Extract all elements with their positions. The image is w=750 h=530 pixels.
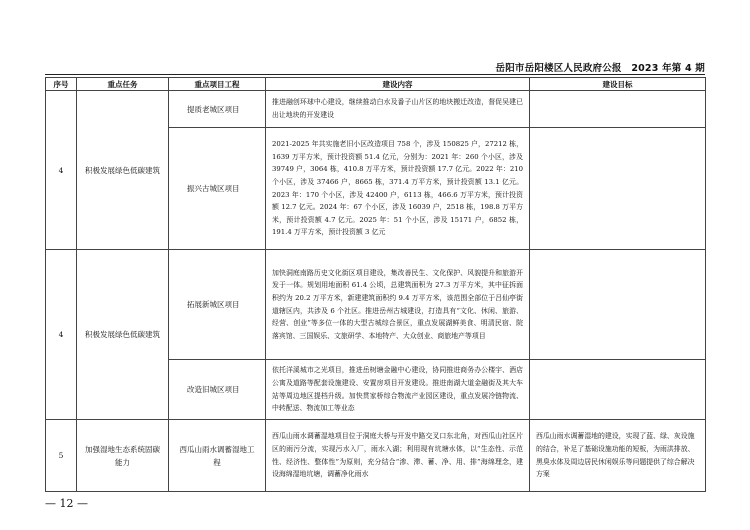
row-project: 振兴古城区项目 xyxy=(169,128,266,250)
row-content: 2021-2025 年共实施老旧小区改造项目 758 个，涉及 150825 户，27212 栋，1639 万平方米，预计投资额 51.4 亿元，分别为：2021 年：260 个小区，涉及 39749 户，3064 栋，410.8 万平方米，预计投资额 17.7 亿元。2022 年：210 个小区，涉及 37466 户，8665 栋，371.4 万平方米，预计投资额 13.1 亿元。2023 年：170 个小区，涉及 42400 户，6113 栋，466.6 万平方米，预计投资额 12.7 亿元。2024 年：67 个小区，涉及 16039 户，2518 栋，198.8 万平方米，预计投资额 4.7 亿元。2025 年：51 个小区，涉及 15171 户，6852 栋，191.4 万平方米，预计投资额 3 亿元 xyxy=(266,128,530,250)
column-header-content: 建设内容 xyxy=(266,78,530,91)
row-task: 加强湿地生态系统固碳能力 xyxy=(77,420,169,492)
page-number: — 12 — xyxy=(45,497,88,510)
row-goal: 西瓜山雨水调蓄湿地的建设，实现了蓝、绿、灰设施的结合，补足了基础设施功能的短板，为雨洪排放、黑臭水体及周边居民休闲娱乐等问题提供了综合解决方案 xyxy=(530,420,706,492)
publication-title: 岳阳市岳阳楼区人民政府公报 2023 年第 4 期 xyxy=(495,63,705,74)
table-row xyxy=(46,420,706,492)
task-value: 积极发展绿色低碳建筑 xyxy=(85,330,160,339)
column-header-goal: 建设目标 xyxy=(530,78,706,91)
table-row xyxy=(46,91,706,128)
table-header-row xyxy=(46,78,706,91)
row-seq xyxy=(46,250,77,420)
row-seq: 5 xyxy=(46,420,77,492)
task-value: 积极发展绿色低碳建筑 xyxy=(85,165,160,175)
column-header-project: 重点项目工程 xyxy=(169,78,266,91)
header-divider xyxy=(45,74,705,75)
row-seq xyxy=(46,91,77,250)
row-project: 西瓜山雨水调蓄湿地工程 xyxy=(169,420,266,492)
row-project: 拓展新城区项目 xyxy=(169,250,266,360)
column-header-seq: 序号 xyxy=(46,78,77,91)
seq-value: 4 xyxy=(58,330,64,339)
row-content: 西瓜山雨水调蓄湿地项目位于洞庭大桥与开发中路交叉口东北角，对西瓜山社区片区的雨污分流，实现污水入厂，雨水入湖；利用现有坑塘水体，以“生态性、示范性、经济性、整体性”为原则，充分结合“渗、滞、蓄、净、用、排”海绵理念，建设海绵湿地坑塘，调蓄净化雨水 xyxy=(266,420,530,492)
seq-value: 4 xyxy=(58,165,64,175)
row-project: 改造旧城区项目 xyxy=(169,360,266,420)
column-header-task: 重点任务 xyxy=(77,78,169,91)
row-goal xyxy=(530,128,706,250)
row-goal xyxy=(530,91,706,128)
row-goal xyxy=(530,360,706,420)
row-content: 依托洋溪城市之光项目，推进岳树塘金融中心建设，协同推进商务办公楼宇、酒店公寓及道路等配套设施建设、安置房项目开发建设。推进南湖大道金融街及其大车站等周边地区提档升级。加快贯家桥综合物流产业园区建设，重点发展冷链物流、中转配送、物流加工等业态 xyxy=(266,360,530,420)
row-content: 推进融创环球中心建设，继续推动白水及番子山片区的地块搬迁改造，督促吴建已出让地块的开发建设 xyxy=(266,91,530,128)
row-content: 加快洞庭南路历史文化街区项目建设，集改善民生、文化保护、风貌提升和旅游开发于一体。规划用地面积 61.4 公顷，总建筑面积为 27.3 万平方米，其中征拆面积约为 20.2 万平方米，新建建筑面积约 9.4 万平方米，该范围全部位于吕仙亭街道辖区内，共涉及 6 个社区。推进岳州古城建设，打造具有“文化、休闲、旅游、经营、创业”等多位一体的大型古城综合景区，重点发展湖鲜美食、明清民宿、院落宾馆、三国娱乐、文旅研学、本地特产、大众创业、商旅地产等项目 xyxy=(266,250,530,360)
table-row xyxy=(46,250,706,360)
row-goal xyxy=(530,250,706,360)
publication-header xyxy=(45,57,705,75)
row-task xyxy=(77,91,169,250)
row-task xyxy=(77,250,169,420)
project-table xyxy=(45,77,706,492)
row-project: 提质老城区项目 xyxy=(169,91,266,128)
